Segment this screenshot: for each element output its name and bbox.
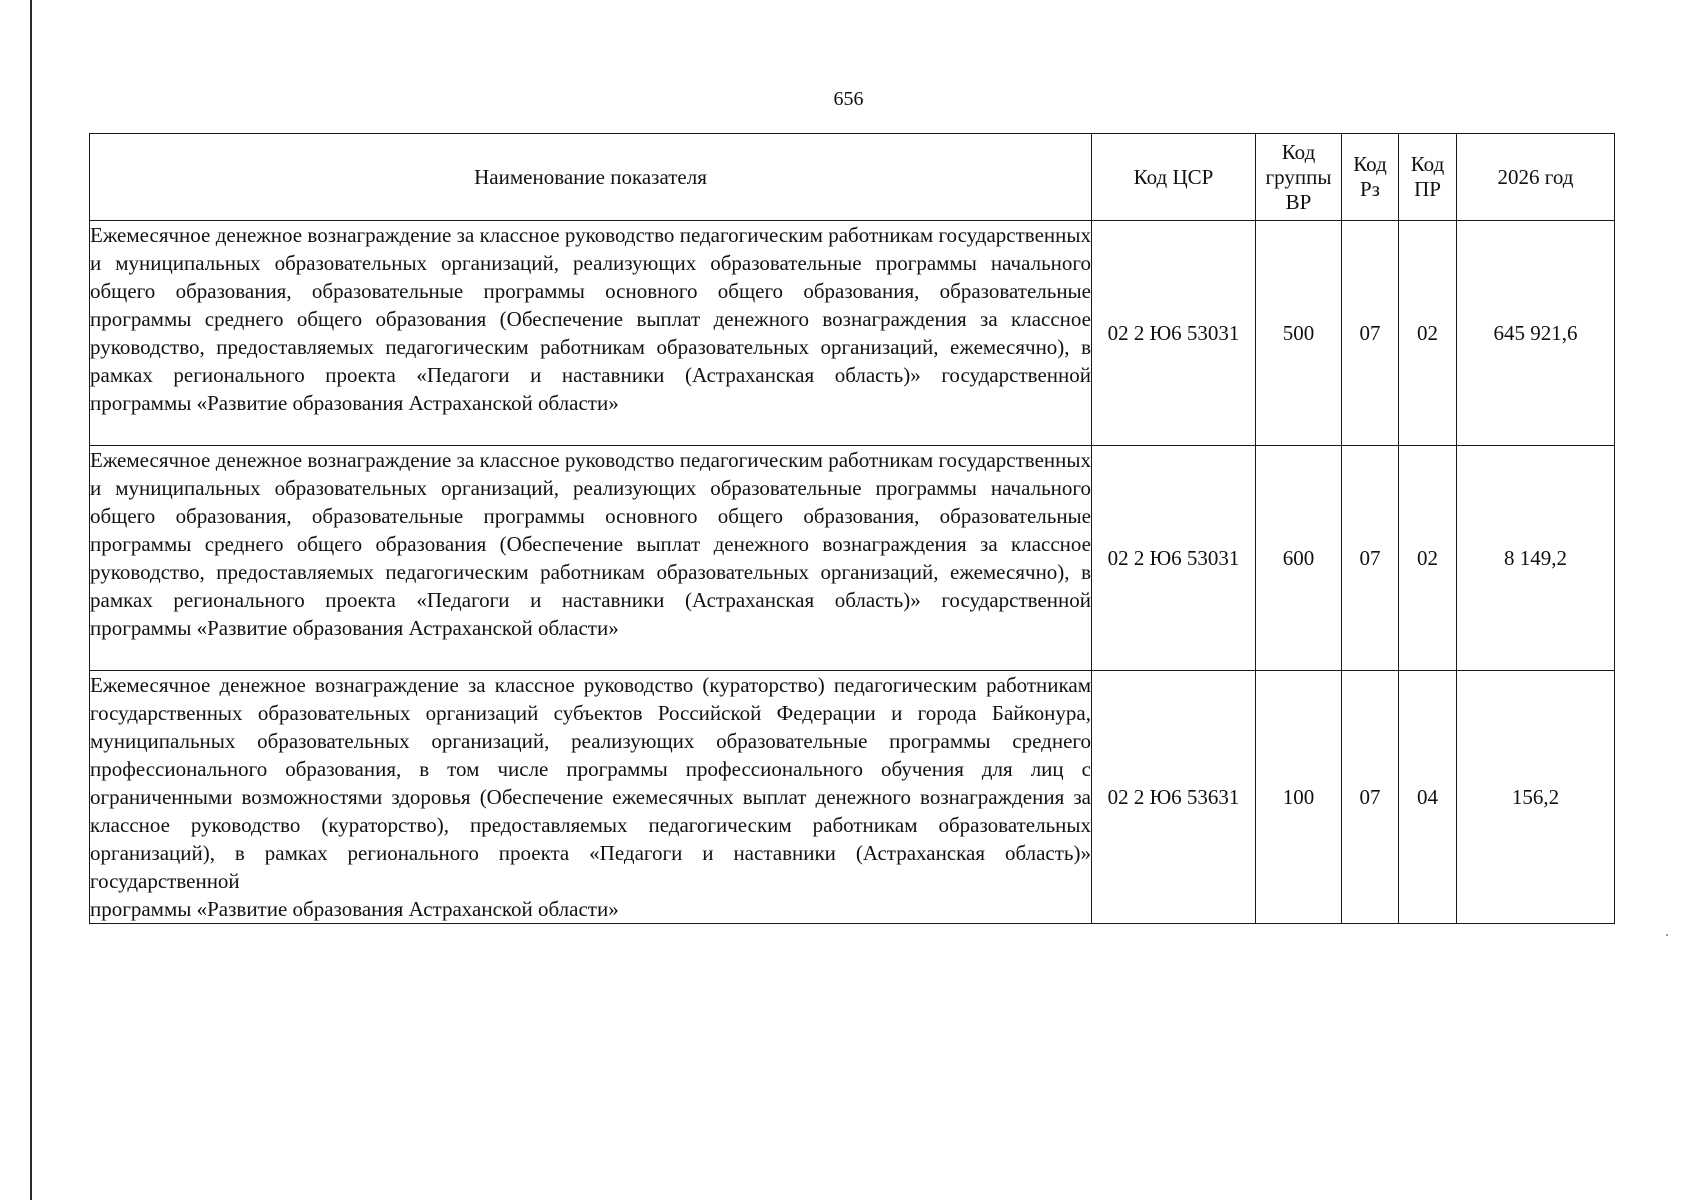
amount-cell: 156,2 [1457, 671, 1615, 924]
rz-code-cell: 07 [1342, 446, 1399, 671]
amount-cell: 8 149,2 [1457, 446, 1615, 671]
pr-code-cell: 04 [1399, 671, 1457, 924]
indicator-name-last-line: программы «Развитие образования Астраханской области» [90, 391, 619, 415]
indicator-name-cell [90, 446, 1092, 671]
scan-margin-line [30, 0, 32, 1200]
table-header-row [90, 134, 1615, 221]
indicator-name-text: Ежемесячное денежное вознаграждение за классное руководство педагогическим работникам государственных и муниципальных образовательных организаций, реализующих образовательные программы начального общего образования, образовательные программы основного общего образования, образовательные программы среднего общего образования (Обеспечение выплат денежного вознаграждения за классное руководство, предоставляемых педагогическим работникам образовательных организаций, ежемесячно), в рамках регионального проекта «Педагоги и наставники (Астраханская область)» государственной [90, 448, 1091, 612]
amount-cell: 645 921,6 [1457, 221, 1615, 446]
indicator-name-cell [90, 671, 1092, 924]
header-year: 2026 год [1457, 134, 1615, 221]
header-vr: Код группы ВР [1256, 134, 1342, 221]
vr-code-cell: 600 [1256, 446, 1342, 671]
rz-code-cell: 07 [1342, 671, 1399, 924]
indicator-name-last-line: программы «Развитие образования Астраханской области» [90, 897, 619, 921]
header-pr: Код ПР [1399, 134, 1457, 221]
indicator-name-cell [90, 221, 1092, 446]
csr-code-cell: 02 2 Ю6 53031 [1092, 221, 1256, 446]
csr-code-cell: 02 2 Ю6 53031 [1092, 446, 1256, 671]
header-rz: Код Рз [1342, 134, 1399, 221]
header-name: Наименование показателя [90, 134, 1092, 221]
csr-code-cell: 02 2 Ю6 53631 [1092, 671, 1256, 924]
pr-code-cell: 02 [1399, 221, 1457, 446]
table-row [90, 671, 1615, 924]
scan-speck [1666, 934, 1668, 936]
indicator-name-last-line: программы «Развитие образования Астраханской области» [90, 616, 619, 640]
indicator-name-text: Ежемесячное денежное вознаграждение за классное руководство (кураторство) педагогическим работникам государственных образовательных организаций субъектов Российской Федерации и города Байконура, муниципальных образовательных организаций, реализующих образовательные программы среднего профессионального образования, в том числе программы профессионального обучения для лиц с ограниченными возможностями здоровья (Обеспечение ежемесячных выплат денежного вознаграждения за классное руководство (кураторство), предоставляемых педагогическим работникам образовательных организаций), в рамках регионального проекта «Педагоги и наставники (Астраханская область)» государственной [90, 673, 1091, 893]
vr-code-cell: 100 [1256, 671, 1342, 924]
page-number: 656 [833, 88, 864, 110]
pr-code-cell: 02 [1399, 446, 1457, 671]
rz-code-cell: 07 [1342, 221, 1399, 446]
budget-table [89, 133, 1615, 924]
vr-code-cell: 500 [1256, 221, 1342, 446]
table-row [90, 221, 1615, 446]
indicator-name-text: Ежемесячное денежное вознаграждение за классное руководство педагогическим работникам государственных и муниципальных образовательных организаций, реализующих образовательные программы начального общего образования, образовательные программы основного общего образования, образовательные программы среднего общего образования (Обеспечение выплат денежного вознаграждения за классное руководство, предоставляемых педагогическим работникам образовательных организаций, ежемесячно), в рамках регионального проекта «Педагоги и наставники (Астраханская область)» государственной [90, 223, 1091, 387]
header-csr: Код ЦСР [1092, 134, 1256, 221]
table-row [90, 446, 1615, 671]
